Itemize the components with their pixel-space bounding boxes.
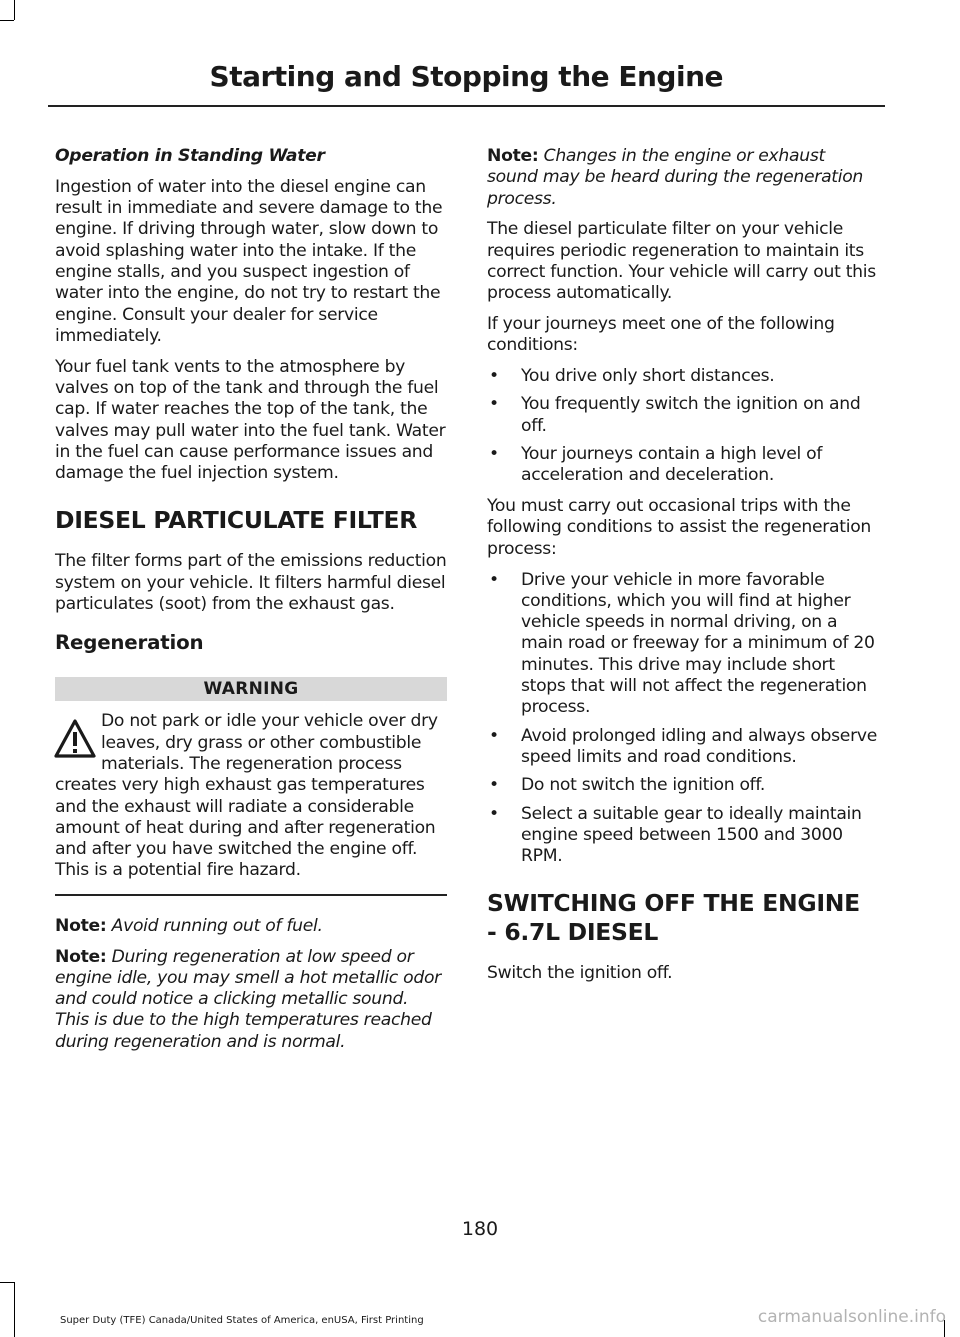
left-column <box>55 146 447 1063</box>
list-item: • You drive only short distances. <box>489 366 775 387</box>
crop-mark-top-left-h <box>0 20 14 21</box>
bullet: • <box>489 775 499 796</box>
regeneration-paragraph-3: You must carry out occasional trips with the following conditions to assist the regeneration process: <box>487 496 872 559</box>
list-item: • Select a suitable gear to ideally maintain engine speed between 1500 and 3000 RPM. <box>489 803 862 867</box>
crop-mark-top-left <box>14 0 15 20</box>
page-number: 180 <box>461 1218 499 1240</box>
right-column <box>487 146 879 994</box>
warning-text: Do not park or idle your vehicle over dry leaves, dry grass or other combustible materials. The regeneration process creates very high exhaust gas temperatures and the exhaust will radiate a considerable amount of heat during and after regeneration and after you have switched the engine off. This is a potential fire hazard. <box>55 711 438 881</box>
switching-off-heading: SWITCHING OFF THE ENGINE - 6.7L DIESEL <box>487 889 860 947</box>
standing-water-paragraph-2: Your fuel tank vents to the atmosphere by valves on top of the tank and through the fuel cap. If water reaches the top of the tank, the valves may pull water into the fuel tank. Water in the fuel can cause performance issues and damage the fuel injection system. <box>55 356 446 484</box>
note-label: Note: <box>487 146 539 166</box>
note-label: Note: <box>55 946 107 967</box>
list-item: • You frequently switch the ignition on and off. <box>489 394 861 436</box>
regeneration-paragraph-2: If your journeys meet one of the following conditions: <box>487 314 835 356</box>
note-out-of-fuel <box>55 916 447 937</box>
list-item: • Your journeys contain a high level of acceleration and deceleration. <box>489 444 823 486</box>
list-item: • Avoid prolonged idling and always observe speed limits and road conditions. <box>489 725 877 767</box>
note-metallic-odor <box>55 947 447 1053</box>
crop-mark-bottom-left-h <box>0 1282 14 1283</box>
bullet: • <box>489 394 499 415</box>
trip-conditions-list <box>487 570 879 868</box>
note-engine-sound <box>487 146 879 210</box>
switching-off-text: Switch the ignition off. <box>487 963 673 984</box>
note-text: Changes in the engine or exhaust sound may be heard during the regeneration process. <box>487 146 864 209</box>
page-header-title: Starting and Stopping the Engine <box>209 60 723 93</box>
list-item: • Drive your vehicle in more favorable conditions, which you will find at higher vehicle speeds in normal driving, on a main road or freeway for a minimum of 20 minutes. This drive may include short stops that will not affect the regeneration process. <box>489 569 875 718</box>
standing-water-heading: Operation in Standing Water <box>55 146 325 166</box>
conditions-list <box>487 366 879 486</box>
warning-banner: WARNING <box>55 677 447 701</box>
publication-footer: Super Duty (TFE) Canada/United States of America, enUSA, First Printing <box>60 1315 424 1326</box>
bullet: • <box>489 366 499 387</box>
bullet: • <box>489 803 499 824</box>
note-text: During regeneration at low speed or engine idle, you may smell a hot metallic odor and could notice a clicking metallic sound. This is due to the high temperatures reached during regeneration and is normal. <box>55 946 441 1052</box>
list-item: • Do not switch the ignition off. <box>489 775 766 796</box>
bullet: • <box>489 444 499 465</box>
warning-box <box>55 711 447 881</box>
note-label: Note: <box>55 915 107 936</box>
header-rule <box>48 105 885 107</box>
watermark: carmanualsonline.info <box>757 1307 946 1327</box>
bullet: • <box>489 725 499 746</box>
dpf-paragraph: The filter forms part of the emissions reduction system on your vehicle. It filters harmful diesel particulates (soot) from the exhaust gas. <box>55 551 447 615</box>
warning-rule <box>55 894 447 896</box>
warning-triangle-icon <box>53 717 97 761</box>
regeneration-paragraph-1: The diesel particulate filter on your vehicle requires periodic regeneration to maintain its correct function. Your vehicle will carry out this process automatically. <box>487 219 876 304</box>
dpf-heading: DIESEL PARTICULATE FILTER <box>55 506 417 535</box>
crop-mark-bottom-left <box>14 1282 15 1337</box>
note-text: Avoid running out of fuel. <box>111 915 323 936</box>
standing-water-paragraph-1: Ingestion of water into the diesel engine can result in immediate and severe damage to the engine. If driving through water, slow down to avoid splashing water into the intake. If the engine stalls, and you suspect ingestion of water into the engine, do not try to restart the engine. Consult your dealer for service immediately. <box>55 176 443 346</box>
regeneration-heading: Regeneration <box>55 631 204 655</box>
bullet: • <box>489 569 499 590</box>
